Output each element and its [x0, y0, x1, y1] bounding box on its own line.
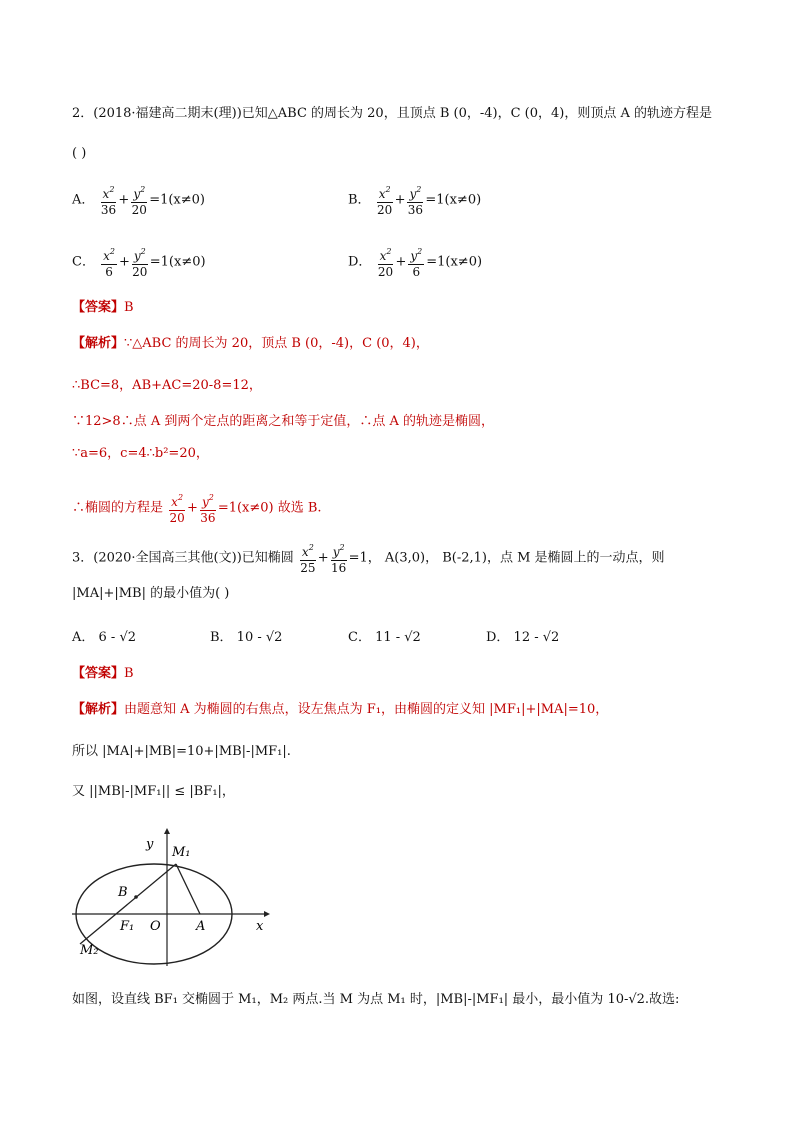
q3-option-b: B． 10 - √2 — [210, 630, 283, 645]
fraction: $\frac{y^2}{16}$ — [331, 540, 347, 576]
analysis-tag: 【解析】 — [72, 336, 125, 351]
q2-option-a: A． $\frac{x^2}{36}$ + $\frac{y^2}{20}$ =1(x≠0) — [72, 182, 205, 218]
label-m1: M₁ — [172, 845, 191, 860]
fraction: $\frac{x^2}{20}$ — [169, 490, 185, 526]
q2-option-d: D． $\frac{x^2}{20}$ + $\frac{y^2}{6}$ =1(x≠0) — [348, 244, 482, 280]
q3-analysis-line-2: 所以 |MA|+|MB|=10+|MB|-|MF₁|. — [72, 744, 291, 759]
q2-analysis-line-2: ∴BC=8，AB+AC=20-8=12， — [72, 378, 262, 393]
label-o: O — [150, 919, 161, 934]
option-tail: =1(x≠0) — [149, 254, 206, 270]
analysis-text: 由题意知 A 为椭圆的右焦点，设左焦点为 F₁，由椭圆的定义知 |MF₁|+|MA|=10， — [124, 702, 609, 717]
fraction: $\frac{y^2}{36}$ — [407, 182, 423, 218]
label-y: y — [146, 837, 154, 852]
q3-stem-line-2: |MA|+|MB| 的最小值为( ) — [72, 586, 230, 601]
fraction: $\frac{x^2}{20}$ — [378, 244, 394, 280]
fraction: $\frac{y^2}{36}$ — [200, 490, 216, 526]
q2-option-b: B． $\frac{x^2}{20}$ + $\frac{y^2}{36}$ =1(x≠0) — [348, 182, 481, 218]
fraction: $\frac{y^2}{20}$ — [131, 182, 147, 218]
analysis-text: ∵△ABC 的周长为 20，顶点 B (0，-4)，C (0，4)， — [124, 336, 429, 351]
y-axis-arrow — [164, 828, 170, 834]
answer-tag: 【答案】 — [72, 666, 125, 681]
label-b: B — [118, 885, 128, 900]
q2-analysis-line-5: ∴椭圆的方程是 $\frac{x^2}{20}$ + $\frac{y^2}{36}$ =1(x≠0) 故选 B. — [72, 490, 322, 526]
q3-analysis-line-1 — [72, 700, 608, 720]
q2-option-c: C． $\frac{x^2}{6}$ + $\frac{y^2}{20}$ =1(x≠0) — [72, 244, 206, 280]
option-tail: =1(x≠0) — [425, 192, 482, 208]
option-label: B． — [348, 192, 371, 208]
q3-analysis-line-3: 又 ||MB|-|MF₁|| ≤ |BF₁|， — [72, 784, 235, 799]
answer-value: B — [124, 666, 134, 681]
answer-value: B — [124, 300, 134, 315]
q2-analysis-line-4: ∵a=6，c=4∴b²=20， — [72, 446, 209, 461]
fraction: $\frac{y^2}{20}$ — [132, 244, 148, 280]
option-label: C． — [72, 254, 95, 270]
label-m2: M₂ — [80, 943, 99, 958]
fraction: $\frac{x^2}{36}$ — [101, 182, 117, 218]
option-tail: =1(x≠0) — [426, 254, 483, 270]
stem-text: =1， A(3,0)， B(-2,1)，点 M 是椭圆上的一动点，则 — [348, 550, 665, 566]
q2-paren: ( ) — [72, 146, 87, 161]
label-x: x — [256, 919, 264, 934]
q3-analysis-line-4: 如图，设直线 BF₁ 交椭圆于 M₁，M₂ 两点.当 M 为点 M₁ 时，|MB|-|MF₁| 最小，最小值为 10-√2.故选: — [72, 992, 680, 1007]
q3-stem: 3．(2020·全国高三其他(文))已知椭圆 $\frac{x^2}{25}$ + $\frac{y^2}{16}$ =1， A(3,0)， B(-2,1)，点 M 是椭圆上的一动点，则 — [72, 540, 665, 576]
stem-text: 3．(2020·全国高三其他(文))已知椭圆 — [72, 550, 294, 566]
q3-answer — [72, 664, 134, 684]
fraction: $\frac{x^2}{20}$ — [377, 182, 393, 218]
option-tail: =1(x≠0) — [149, 192, 205, 208]
point-b — [134, 895, 138, 899]
q2-analysis-line-3: ∵12>8∴点 A 到两个定点的距离之和等于定值，∴点 A 的轨迹是椭圆， — [72, 414, 495, 429]
q3-option-a: A． 6 - √2 — [72, 630, 137, 645]
x-axis-arrow — [264, 911, 270, 917]
fraction: $\frac{x^2}{6}$ — [101, 244, 117, 280]
option-label: D． — [348, 254, 372, 270]
analysis-text: ∴椭圆的方程是 — [72, 500, 164, 516]
q2-answer — [72, 298, 134, 318]
fraction: $\frac{y^2}{6}$ — [408, 244, 424, 280]
q3-option-c: C． 11 - √2 — [348, 630, 421, 645]
label-a: A — [196, 919, 206, 934]
analysis-tag: 【解析】 — [72, 702, 125, 717]
analysis-text: =1(x≠0) 故选 B. — [217, 500, 322, 516]
fraction: $\frac{x^2}{25}$ — [300, 540, 316, 576]
label-f1: F₁ — [120, 919, 135, 934]
ellipse-figure — [72, 826, 272, 968]
option-label: A． — [72, 192, 95, 208]
q2-stem: 2．(2018·福建高二期末(理))已知△ABC 的周长为 20，且顶点 B (0，-4)，C (0，4)，则顶点 A 的轨迹方程是 — [72, 106, 713, 121]
q3-option-d: D． 12 - √2 — [486, 630, 560, 645]
q2-analysis-line-1 — [72, 334, 429, 354]
answer-tag: 【答案】 — [72, 300, 125, 315]
